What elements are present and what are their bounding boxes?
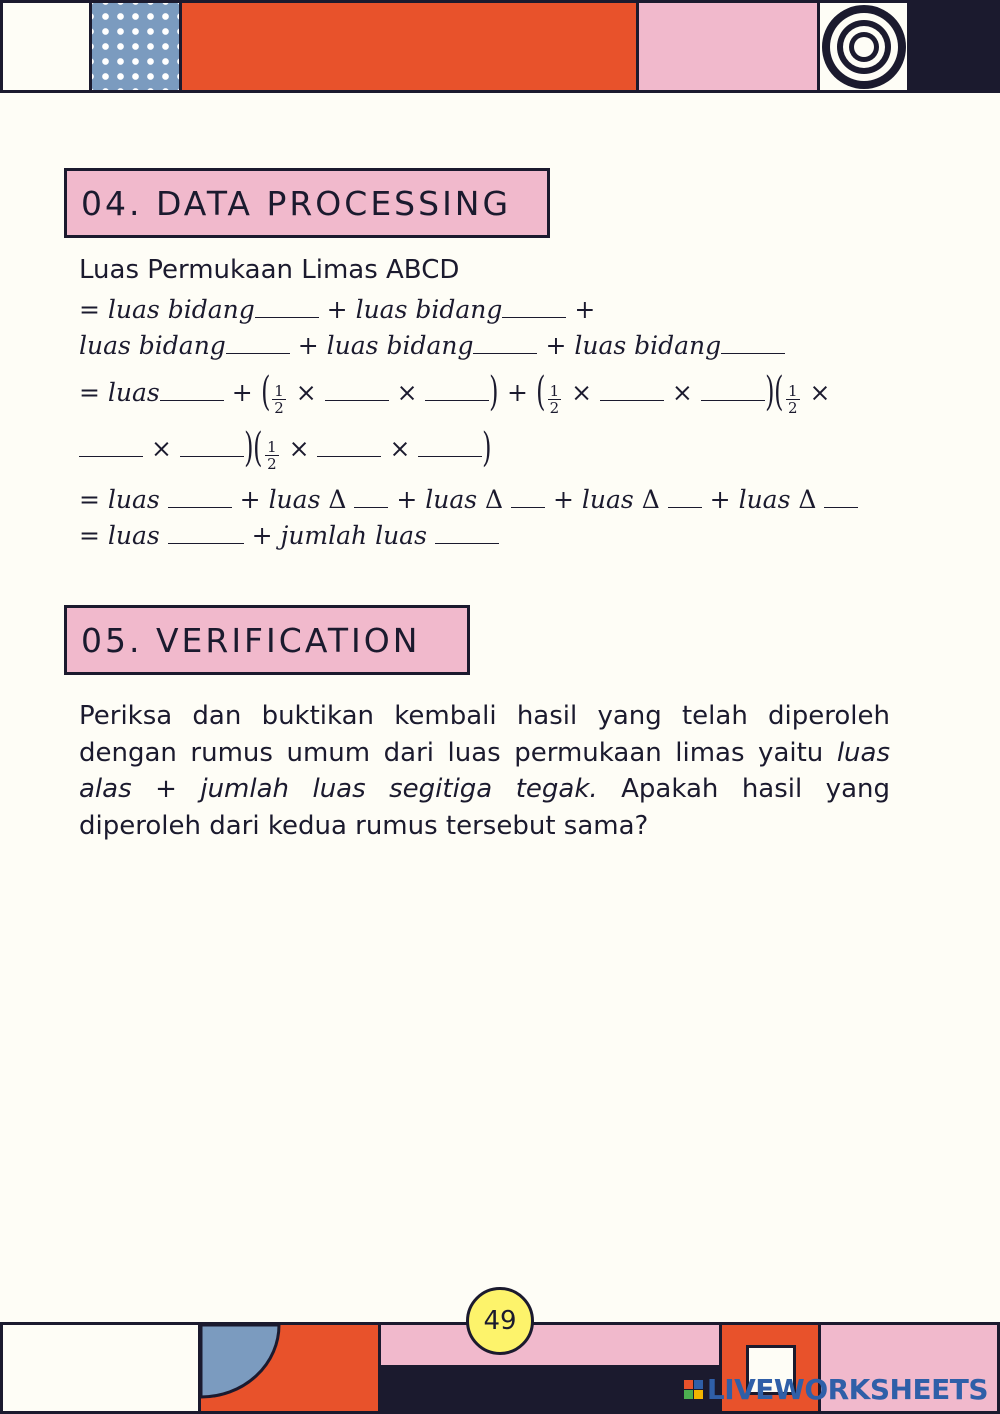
pink-strip (378, 1322, 722, 1368)
top-decorative-banner (0, 0, 1000, 93)
page-number: 49 (483, 1306, 517, 1336)
blank-field[interactable] (160, 378, 224, 401)
blank-field[interactable] (600, 378, 664, 401)
blank-field[interactable] (511, 485, 545, 508)
equation-line-1: = luas bidang + luas bidang + (79, 295, 596, 324)
dotted-blue-block (89, 0, 182, 93)
blank-field[interactable] (180, 434, 244, 457)
verification-header (64, 605, 470, 675)
blank-field[interactable] (317, 434, 381, 457)
orange-quarter-block (198, 1322, 381, 1414)
fraction-half: $\frac{1}{2}$ (274, 382, 284, 417)
cream-block (0, 1322, 201, 1414)
surface-area-subtitle: Luas Permukaan Limas ABCD (79, 255, 460, 285)
equation-line-6: = luas + jumlah luas (79, 518, 499, 554)
orange-block (179, 0, 639, 93)
blank-field[interactable] (435, 521, 499, 544)
fraction-half: $\frac{1}{2}$ (267, 438, 277, 473)
fraction-half: $\frac{1}{2}$ (788, 382, 798, 417)
logo-grid-icon (684, 1380, 703, 1399)
blank-field[interactable] (354, 485, 388, 508)
pink-block (636, 0, 820, 93)
blank-field[interactable] (168, 485, 232, 508)
target-circle-block (817, 0, 910, 93)
quarter-circle-shape (201, 1325, 381, 1414)
blank-field[interactable] (418, 434, 482, 457)
blank-field[interactable] (79, 434, 143, 457)
blank-field[interactable] (824, 485, 858, 508)
blank-field[interactable] (473, 331, 537, 354)
concentric-circles-icon (820, 3, 907, 90)
blank-field[interactable] (668, 485, 702, 508)
blank-field[interactable] (226, 331, 290, 354)
blank-field[interactable] (255, 295, 319, 318)
equation-line-3: = luas + ( $\frac{1}{2}$ × × ) + ( $\frac{1}{2}$ × × )( $\frac{1}{2}$ × (79, 369, 831, 417)
equation-line-5: = luas + luas Δ + luas Δ + luas Δ + luas Δ (79, 482, 858, 518)
data-processing-title: 04. DATA PROCESSING (81, 183, 512, 223)
blank-field[interactable] (325, 378, 389, 401)
equation-line-2: luas bidang + luas bidang + luas bidang (79, 328, 785, 364)
blank-field[interactable] (701, 378, 765, 401)
equation-line-4: × )( $\frac{1}{2}$ × × ) (79, 428, 492, 472)
blank-field[interactable] (721, 331, 785, 354)
fraction-half: $\frac{1}{2}$ (549, 382, 560, 417)
liveworksheets-logo[interactable] (684, 1372, 988, 1406)
cream-block (0, 0, 92, 93)
blank-field[interactable] (502, 295, 566, 318)
blank-field[interactable] (168, 521, 244, 544)
data-processing-header (64, 168, 550, 238)
verification-paragraph: Periksa dan buktikan kembali hasil yang telah diperoleh dengan rumus umum dari luas permukaan limas yaitu luas alas + jumlah luas segitiga tegak. Apakah hasil yang diperoleh dari kedua rumus tersebut sama? (79, 701, 890, 841)
navy-block (907, 0, 1000, 93)
blank-field[interactable] (425, 378, 489, 401)
navy-strip (378, 1365, 722, 1414)
logo-text: LIVEWORKSHEETS (706, 1372, 988, 1406)
page-number-badge (466, 1287, 534, 1355)
verification-title: 05. VERIFICATION (81, 620, 421, 660)
